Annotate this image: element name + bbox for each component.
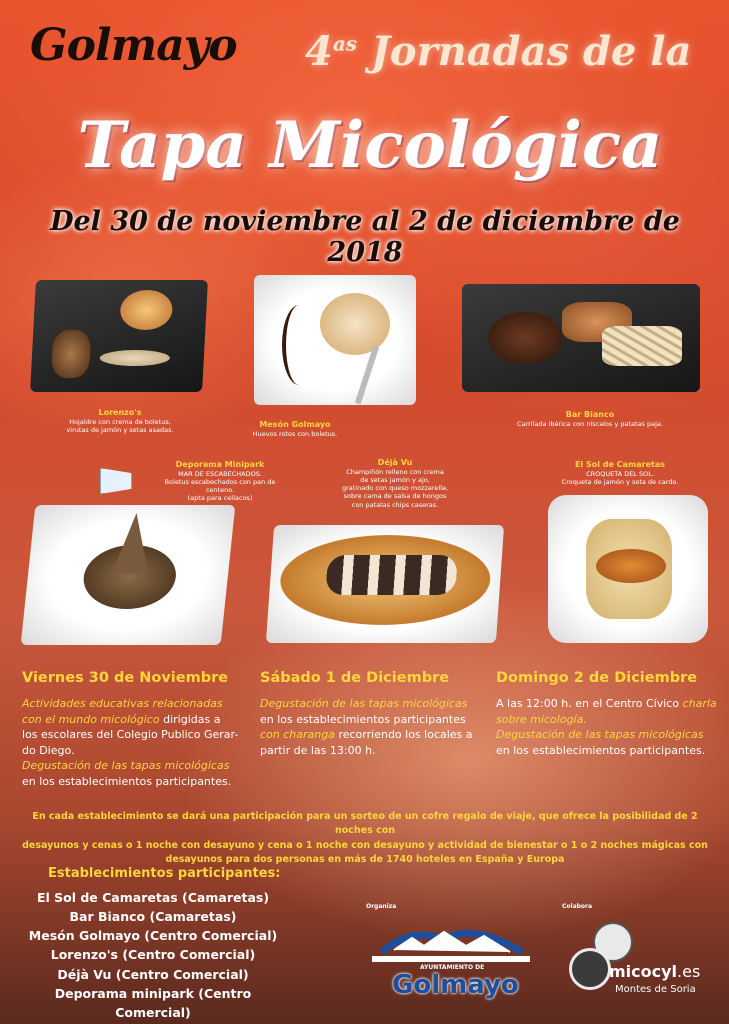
org-name: Golmayo [392,970,519,1000]
list-item: Deporama minipark (Centro Comercial) [54,985,252,1020]
colabora-label: Colabora [562,903,593,910]
day-text-sunday [496,696,721,758]
caption-place: Lorenzo's [98,408,142,417]
day-line: los escolares del Colegio Publico Gerar- [22,728,239,742]
list-item: Lorenzo's (Centro Comercial) [50,947,256,963]
day-text-friday [22,696,262,790]
caption-deporama [150,460,290,503]
edition-rest: Jornadas de la [371,28,692,75]
day-line: A las 12:00 h. en el Centro Cívico [496,697,683,710]
event-dates: Del 30 de noviembre al 2 de diciembre de 2018 [50,206,680,268]
caption-desc: MAR DE ESCABECHADOS. [178,470,262,478]
day-line-tail: charla [682,697,717,710]
main-title: Tapa Micológica [77,108,663,183]
caption-desc: Hojaldre con crema de boletus, [69,418,171,426]
tapa-croqueta [596,549,666,583]
establishments-list [18,888,288,1022]
list-item: El Sol de Camaretas (Camaretas) [36,890,270,905]
photo-meson-golmayo [254,275,416,405]
day-line: Actividades educativas relacionadas [22,697,223,710]
day-title-saturday: Sábado 1 de Diciembre [260,670,450,686]
caption-desc: sobre cama de salsa de hongos [343,492,447,501]
tapa-champinones [325,555,458,595]
caption-desc: Croqueta de jamón y seta de cardo. [561,478,679,487]
day-line: en los establecimientos participantes. [22,775,232,789]
ayuntamiento-golmayo-logo [372,918,530,1004]
caption-place: Bar Bianco [565,410,615,419]
sauce-swirl [282,305,316,385]
colab-brand: micocyl [609,962,678,981]
list-item: Bar Bianco (Camaretas) [69,909,237,925]
edition-title [305,28,691,75]
tapa-nuts [99,350,170,366]
day-line: Degustación de las tapas micológicas [260,697,468,710]
photo-deporama [21,505,236,645]
colab-tld: .es [677,962,701,981]
raffle-notice [20,810,710,867]
list-item: Déjà Vu (Centro Comercial) [57,966,249,982]
day-line: con el mundo micológico [22,712,160,726]
caption-desc: gratinado con queso mozzarella, [341,484,449,493]
list-item: Mesón Golmayo (Centro Comercial) [28,928,278,944]
day-line: en los establecimientos participantes. [496,743,706,757]
tapa-carrillada [488,312,562,364]
caption-place: El Sol de Camaretas [574,460,666,469]
edition-suffix: as [332,31,358,56]
caption-desc: con patatas chips caseras. [351,500,439,509]
tapa-bread [112,513,154,573]
establishments-title: Establecimientos participantes: [48,866,281,881]
day-line: con charanga [260,728,335,742]
tapa-pastry [119,290,173,330]
day-line-tail: recorriendo los locales a [334,728,473,742]
caption-meson-golmayo [240,420,350,438]
caption-lorenzos [60,408,180,434]
raffle-line: desayunos y cenas o 1 noche con desayuno y cena o 1 noche con desayuno y actividad de bienestar o 1 o 2 noches mágicas con [22,839,708,851]
edition-number: 4 [305,28,333,75]
photo-bar-bianco [462,284,700,392]
org-top: AYUNTAMIENTO DE [420,964,485,971]
caption-desc: (apta para celíacos) [187,494,253,503]
day-text-saturday [260,696,490,758]
day-title-sunday: Domingo 2 de Diciembre [496,670,698,686]
day-line: Degustación de las tapas micológicas [22,759,230,773]
day-line: Degustación de las tapas micológicas [496,728,704,742]
tapa-patatas-paja [602,326,682,366]
caption-desc: CROQUETA DEL SOL. [586,470,654,478]
tapa-eggs [320,293,390,355]
caption-desc: Carrilada ibérica con níscalos y patatas paja. [517,420,663,428]
photo-el-sol [548,495,708,643]
day-line: en los establecimientos participantes [260,712,466,726]
raffle-line: En cada establecimiento se dará una participación para un sorteo de un cofre regalo de viaje, que ofrece la posibilidad de 2 noches con [32,811,698,837]
caption-desc: Champiñón relleno con crema [346,468,444,476]
day-line: sobre micología. [496,712,587,726]
micocyl-logo [565,922,715,1004]
tapa-mushroom [51,330,92,378]
caption-deja-vu [330,458,460,509]
organiza-label: Organiza [366,903,397,910]
mushroom-icon [569,948,611,990]
day-line: do Diego. [22,743,75,757]
photo-deja-vu [266,525,504,643]
caption-el-sol [550,460,690,486]
flag-pick [100,468,132,494]
caption-place: Déjà Vu [377,458,413,467]
photo-lorenzos [30,280,208,392]
caption-place: Mesón Golmayo [259,420,331,429]
colab-sub: Montes de Soria [615,984,696,995]
caption-desc: de setas jamón y ajo, [360,476,430,485]
day-title-friday: Viernes 30 de Noviembre [22,670,229,686]
town-title: Golmayo [30,20,237,71]
caption-desc: Boletus escabechados con pan de centeno. [164,478,276,495]
day-line: partir de las 13:00 h. [260,743,376,757]
day-line-tail: dirigidas a [159,712,221,726]
colab-name [609,962,700,981]
raffle-line: desayunos para dos personas en más de 1740 hoteles en España y Europa [165,853,565,865]
caption-place: Deporama Minipark [175,460,265,469]
caption-bar-bianco [510,410,670,428]
caption-desc: virutas de jamón y setas asadas. [66,426,174,435]
caption-desc: Huevos rotos con boletus. [252,430,338,438]
